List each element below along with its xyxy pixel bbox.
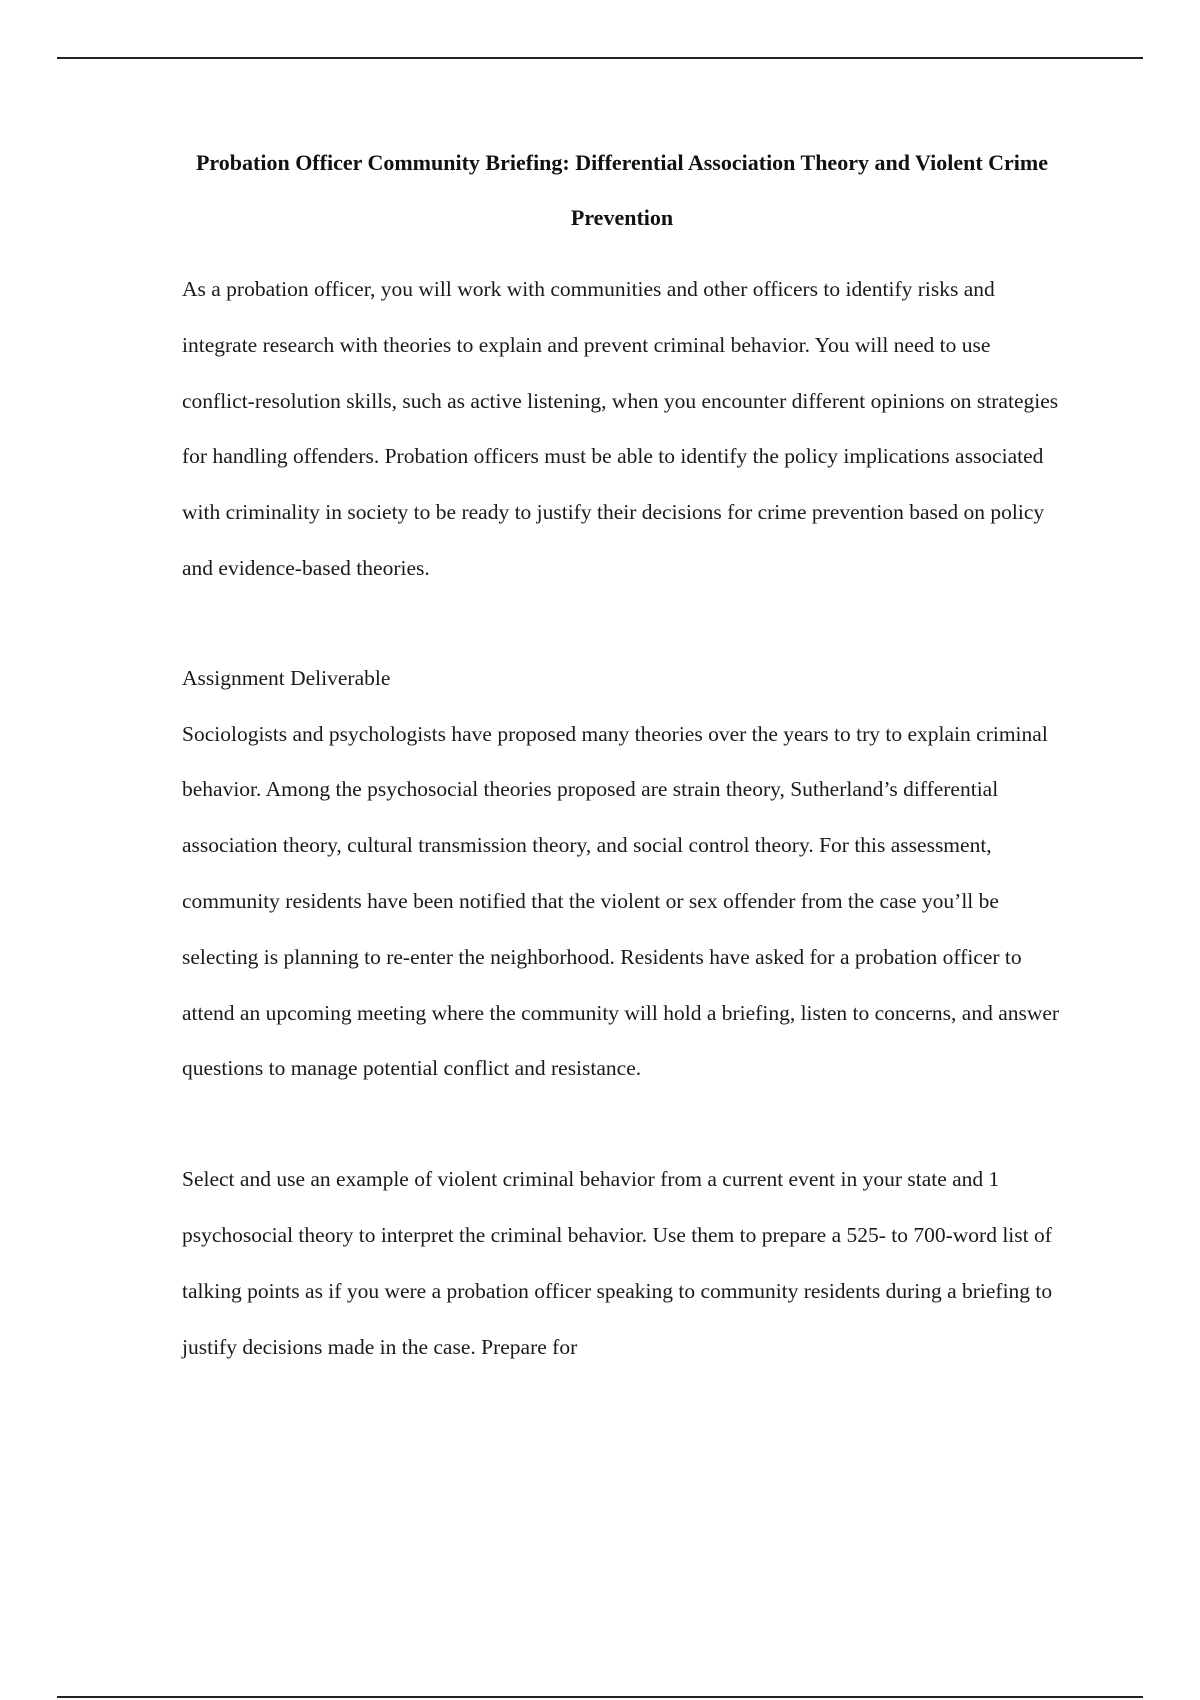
document-body — [182, 135, 1062, 1375]
section-heading: Assignment Deliverable — [182, 665, 391, 690]
document-title: Probation Officer Community Briefing: Differential Association Theory and Violent Crime Prevention — [195, 150, 1049, 230]
page-top-rule — [57, 57, 1143, 59]
instruction-paragraph: Select and use an example of violent criminal behavior from a current event in your state and 1 psychosocial theory to interpret the criminal behavior. Use them to prepare a 525- to 700-word list of talking points as if you were a probation officer speaking to community residents during a briefing to justify decisions made in the case. Prepare for — [182, 1167, 1053, 1359]
deliverable-paragraph: Sociologists and psychologists have proposed many theories over the years to try to explain criminal behavior. Among the psychosocial theories proposed are strain theory, Sutherland’s differential association theory, cultural transmission theory, and social control theory. For this assessment, community residents have been notified that the violent or sex offender from the case you’ll be selecting is planning to re-enter the neighborhood. Residents have asked for a probation officer to attend an upcoming meeting where the community will hold a briefing, listen to concerns, and answer questions to manage potential conflict and resistance. — [182, 721, 1060, 1081]
intro-paragraph: As a probation officer, you will work with communities and other officers to identify risks and integrate research with theories to explain and prevent criminal behavior. You will need to use conflict-resolution skills, such as active listening, when you encounter different opinions on strategies for handling offenders. Probation officers must be able to identify the policy implications associated with criminality in society to be ready to justify their decisions for crime prevention based on policy and evidence-based theories. — [182, 277, 1059, 580]
page-bottom-rule — [57, 1696, 1143, 1698]
